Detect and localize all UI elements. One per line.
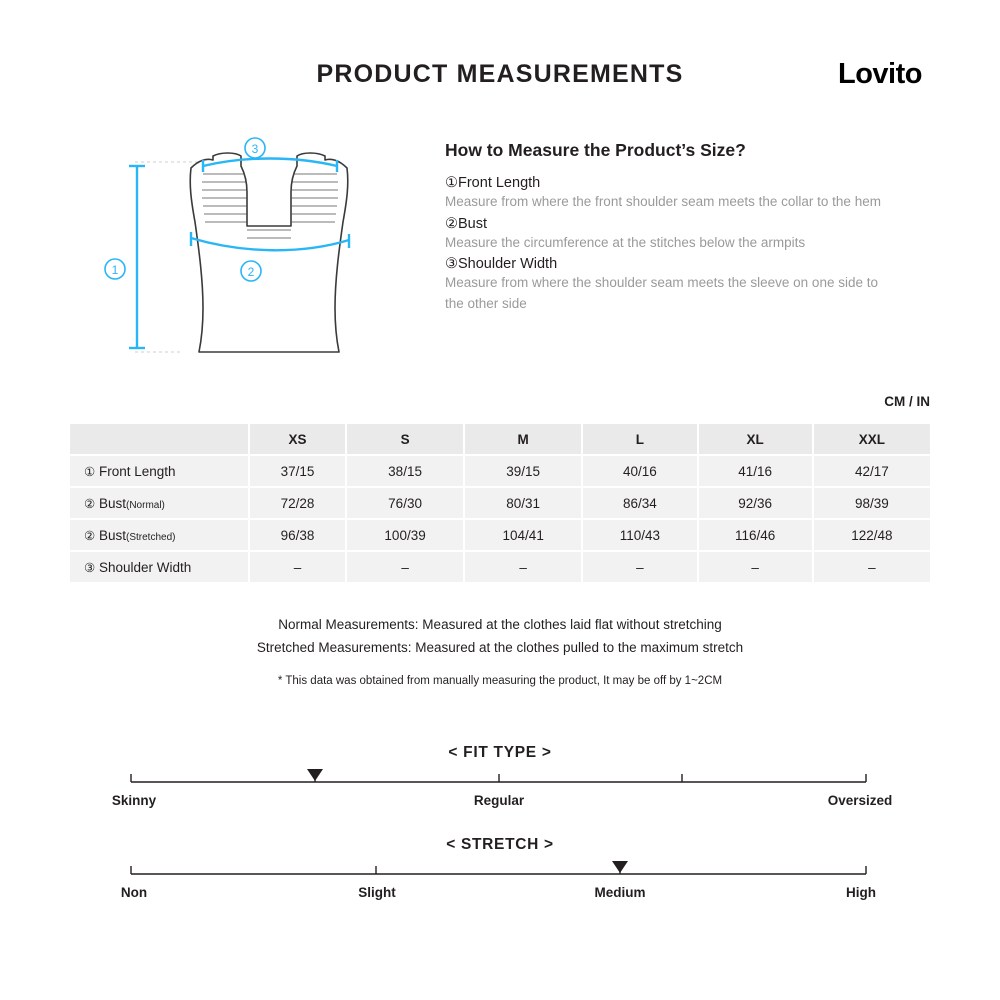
fit-type-marker	[307, 769, 323, 781]
cell-value: –	[250, 552, 345, 582]
fit-label-skinny: Skinny	[111, 793, 157, 808]
cell-value: –	[347, 552, 463, 582]
cell-value: 98/39	[814, 488, 930, 518]
cell-value: 38/15	[347, 456, 463, 486]
notes-section	[0, 613, 1000, 687]
row-label-sub: (Normal)	[126, 499, 165, 511]
row-label-bust-stretched	[70, 520, 248, 550]
stretch-label-slight: Slight	[358, 885, 396, 900]
measure-item-title: ②Bust	[445, 215, 488, 232]
row-label-text: Front Length	[98, 463, 176, 479]
cell-value: 122/48	[814, 520, 930, 550]
measure-item-title: ①Front Length	[445, 175, 541, 191]
page-title: PRODUCT MEASUREMENTS	[316, 60, 684, 88]
row-label-shoulder-width	[70, 552, 248, 582]
row-circle-marker: ①	[84, 464, 96, 479]
size-table-wrapper	[68, 422, 932, 584]
column-header-l: L	[583, 424, 696, 454]
cell-value: 110/43	[583, 520, 696, 550]
stretch-title: < STRETCH >	[446, 836, 554, 853]
column-header-xxl: XXL	[814, 424, 930, 454]
note-disclaimer: * This data was obtained from manually measuring the product, It may be off by 1~2CM	[277, 675, 723, 688]
row-label-text: Bust	[98, 527, 126, 543]
column-header-xs: XS	[250, 424, 345, 454]
measure-item-desc: Measure the circumference at the stitches below the armpits	[445, 234, 806, 250]
note-stretched-measurements: Stretched Measurements: Measured at the clothes pulled to the maximum stretch	[256, 640, 744, 656]
stretch-scale-svg	[0, 858, 1000, 888]
svg-text:2: 2	[247, 265, 255, 279]
row-circle-marker: ③	[84, 560, 96, 575]
page-header	[0, 60, 1000, 106]
cell-value: 37/15	[250, 456, 345, 486]
note-normal-measurements: Normal Measurements: Measured at the clothes laid flat without stretching	[278, 617, 722, 632]
table-row	[70, 520, 930, 550]
fit-label-oversized: Oversized	[827, 793, 893, 808]
row-label-text: Shoulder Width	[98, 559, 192, 575]
stretch-label-medium: Medium	[594, 885, 646, 900]
row-label-sub: (Stretched)	[126, 531, 176, 543]
how-to-measure-section	[445, 140, 915, 317]
fit-type-scale-svg	[0, 766, 1000, 796]
cell-value: 86/34	[583, 488, 696, 518]
table-row	[70, 552, 930, 582]
stretch-label-high: High	[846, 885, 876, 900]
garment-diagram-svg	[95, 130, 425, 380]
fit-type-title: < FIT TYPE >	[448, 744, 552, 761]
row-circle-marker: ②	[84, 496, 96, 511]
cell-value: 80/31	[465, 488, 581, 518]
cell-value: 41/16	[699, 456, 812, 486]
row-circle-marker: ②	[84, 528, 96, 543]
fit-label-regular: Regular	[473, 793, 525, 808]
cell-value: 104/41	[465, 520, 581, 550]
cell-value: 42/17	[814, 456, 930, 486]
cell-value: 72/28	[250, 488, 345, 518]
table-row	[70, 456, 930, 486]
cell-value: 92/36	[699, 488, 812, 518]
cell-value: 76/30	[347, 488, 463, 518]
measure-item-front-length	[445, 175, 915, 213]
svg-text:3: 3	[251, 142, 259, 156]
column-header-s: S	[347, 424, 463, 454]
row-label-front-length	[70, 456, 248, 486]
measure-item-title: ③Shoulder Width	[445, 256, 558, 273]
cell-value: –	[699, 552, 812, 582]
cell-value: –	[583, 552, 696, 582]
cell-value: 40/16	[583, 456, 696, 486]
column-header-xl: XL	[699, 424, 812, 454]
cell-value: 96/38	[250, 520, 345, 550]
row-label-bust-normal	[70, 488, 248, 518]
table-corner-cell	[70, 424, 248, 454]
column-header-m: M	[465, 424, 581, 454]
garment-diagram	[95, 130, 425, 380]
measure-item-desc: Measure from where the front shoulder seam meets the collar to the hem	[445, 194, 881, 209]
cell-value: 116/46	[699, 520, 812, 550]
how-to-measure-heading: How to Measure the Product’s Size?	[445, 140, 746, 160]
row-label-text: Bust	[98, 495, 126, 511]
size-table	[68, 422, 932, 584]
measure-item-shoulder-width	[445, 256, 915, 314]
brand-logo: Lovito	[838, 58, 922, 90]
svg-text:1: 1	[111, 263, 119, 277]
cell-value: 100/39	[347, 520, 463, 550]
measure-item-desc: Measure from where the shoulder seam meets the sleeve on one side to the other side	[445, 275, 878, 311]
measure-item-bust	[445, 216, 915, 254]
stretch-label-non: Non	[120, 885, 148, 900]
units-label: CM / IN	[884, 394, 930, 409]
table-row	[70, 488, 930, 518]
cell-value: –	[465, 552, 581, 582]
cell-value: 39/15	[465, 456, 581, 486]
cell-value: –	[814, 552, 930, 582]
table-header-row	[70, 424, 930, 454]
stretch-marker	[612, 861, 628, 873]
